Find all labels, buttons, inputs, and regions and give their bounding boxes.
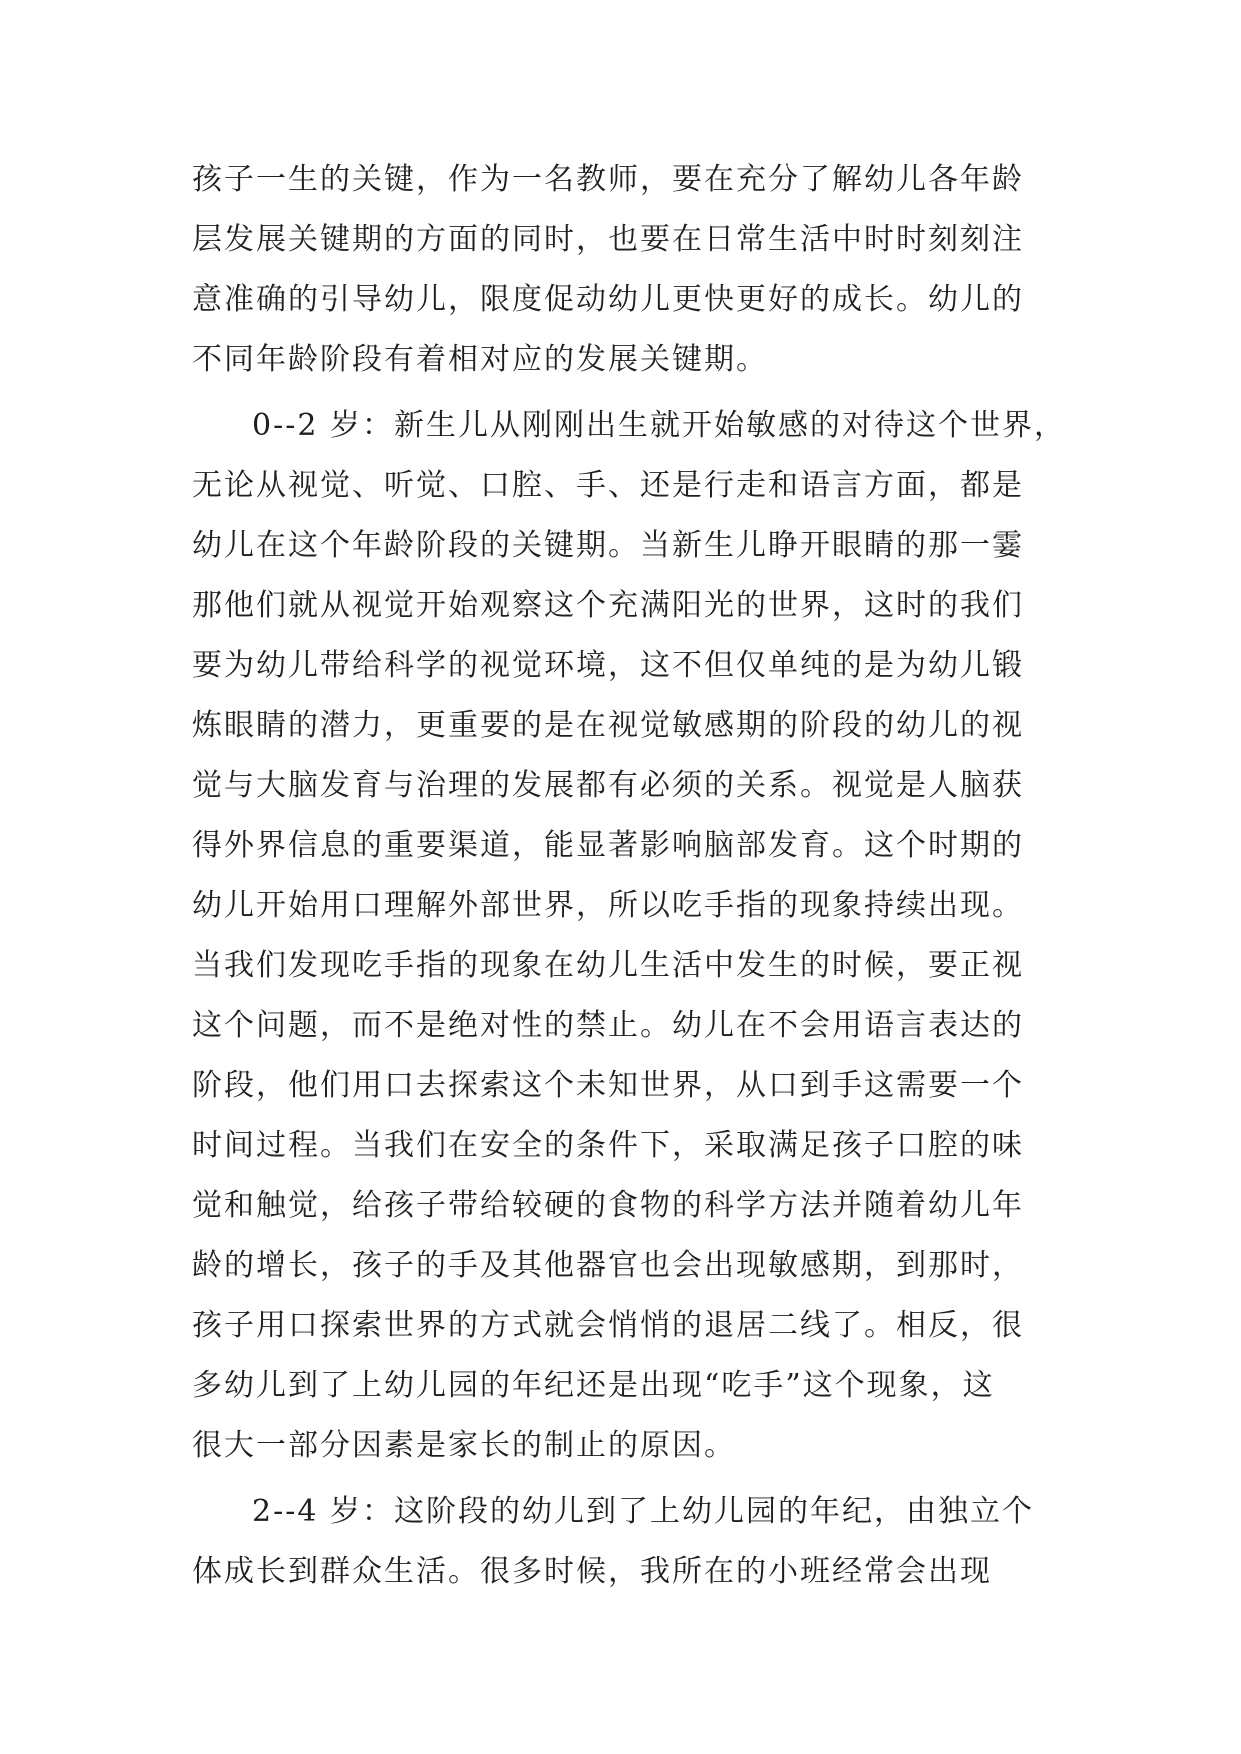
text-line: 很大一部分因素是家长的制止的原因。 — [192, 1428, 736, 1463]
text-line: 觉和触觉，给孩子带给较硬的食物的科学方法并随着幼儿年 — [192, 1188, 1024, 1223]
text-line: 幼儿在这个年龄阶段的关键期。当新生儿睁开眼睛的那一霎 — [192, 528, 1024, 563]
text-line: 那他们就从视觉开始观察这个充满阳光的世界，这时的我们 — [192, 588, 1024, 623]
text-line: 时间过程。当我们在安全的条件下，采取满足孩子口腔的味 — [192, 1128, 1024, 1163]
text-line: 孩子一生的关键，作为一名教师，要在充分了解幼儿各年龄 — [192, 162, 1024, 197]
text-line: 得外界信息的重要渠道，能显著影响脑部发育。这个时期的 — [192, 828, 1024, 863]
text-line: 孩子用口探索世界的方式就会悄悄的退居二线了。相反，很 — [192, 1308, 1024, 1343]
text-line: 阶段，他们用口去探索这个未知世界，从口到手这需要一个 — [192, 1068, 1024, 1103]
text-line: 体成长到群众生活。很多时候，我所在的小班经常会出现 — [192, 1554, 992, 1589]
text-line: 当我们发现吃手指的现象在幼儿生活中发生的时候，要正视 — [192, 948, 1024, 983]
paragraph-age-2-4 — [192, 1482, 1052, 1602]
text-line-first: 0--2 岁：新生儿从刚刚出生就开始敏感的对待这个世界， — [252, 408, 1066, 443]
text-line: 多幼儿到了上幼儿园的年纪还是出现“吃手”这个现象，这 — [192, 1368, 995, 1403]
text-line: 无论从视觉、听觉、口腔、手、还是行走和语言方面，都是 — [192, 468, 1024, 503]
text-line: 炼眼睛的潜力，更重要的是在视觉敏感期的阶段的幼儿的视 — [192, 708, 1024, 743]
paragraph-continuation — [192, 150, 1052, 390]
text-line-first: 2--4 岁：这阶段的幼儿到了上幼儿园的年纪，由独立个 — [252, 1494, 1034, 1529]
text-line: 要为幼儿带给科学的视觉环境，这不但仅单纯的是为幼儿锻 — [192, 648, 1024, 683]
text-line: 层发展关键期的方面的同时，也要在日常生活中时时刻刻注 — [192, 222, 1024, 257]
text-line: 不同年龄阶段有着相对应的发展关键期。 — [192, 342, 768, 377]
text-line: 这个问题，而不是绝对性的禁止。幼儿在不会用语言表达的 — [192, 1008, 1024, 1043]
text-line: 觉与大脑发育与治理的发展都有必须的关系。视觉是人脑获 — [192, 768, 1024, 803]
text-line: 龄的增长，孩子的手及其他器官也会出现敏感期，到那时， — [192, 1248, 1024, 1283]
body-text — [192, 150, 1066, 1602]
text-line: 幼儿开始用口理解外部世界，所以吃手指的现象持续出现。 — [192, 888, 1024, 923]
paragraph-age-0-2 — [192, 396, 1066, 1476]
text-line: 意准确的引导幼儿，限度促动幼儿更快更好的成长。幼儿的 — [192, 282, 1024, 317]
